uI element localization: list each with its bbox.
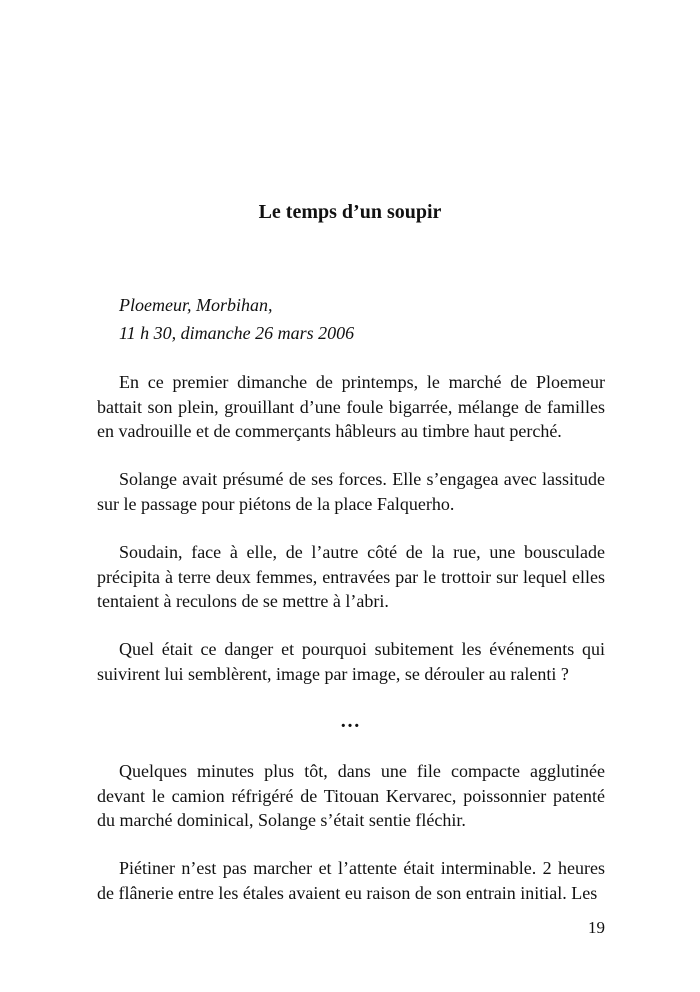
chapter-title: Le temps d’un soupir [258, 201, 442, 223]
paragraph: Soudain, face à elle, de l’autre côté de la rue, une bousculade précipita à terre deux femmes, entravées par le trottoir sur lequel elles tentaient à reculons de se mettre à l’abri. [97, 542, 605, 611]
page-number: 19 [588, 918, 605, 937]
dateline-datetime: 11 h 30, dimanche 26 mars 2006 [119, 323, 355, 343]
paragraph: Quelques minutes plus tôt, dans une file compacte agglutinée devant le camion réfrigéré de Titouan Kervarec, poissonnier patenté du marché dominical, Solange s’était sentie fléchir. [97, 761, 605, 830]
dateline-place: Ploemeur, Morbihan, [119, 295, 273, 315]
section-separator: … [340, 710, 360, 732]
paragraph: Piétiner n’est pas marcher et l’attente était interminable. 2 heures de flânerie entre les étales avaient eu raison de son entrain initial. Les [97, 858, 605, 903]
paragraph: Solange avait présumé de ses forces. Elle s’engagea avec lassitude sur le passage pour piétons de la place Falquerho. [97, 469, 605, 514]
paragraph: En ce premier dimanche de printemps, le marché de Ploemeur battait son plein, grouillant d’une foule bigarrée, mélange de familles en vadrouille et de commerçants hâbleurs au timbre haut perché. [97, 372, 605, 441]
paragraph: Quel était ce danger et pourquoi subitement les événements qui suivirent lui semblèrent, image par image, se dérouler au ralenti ? [97, 639, 605, 684]
